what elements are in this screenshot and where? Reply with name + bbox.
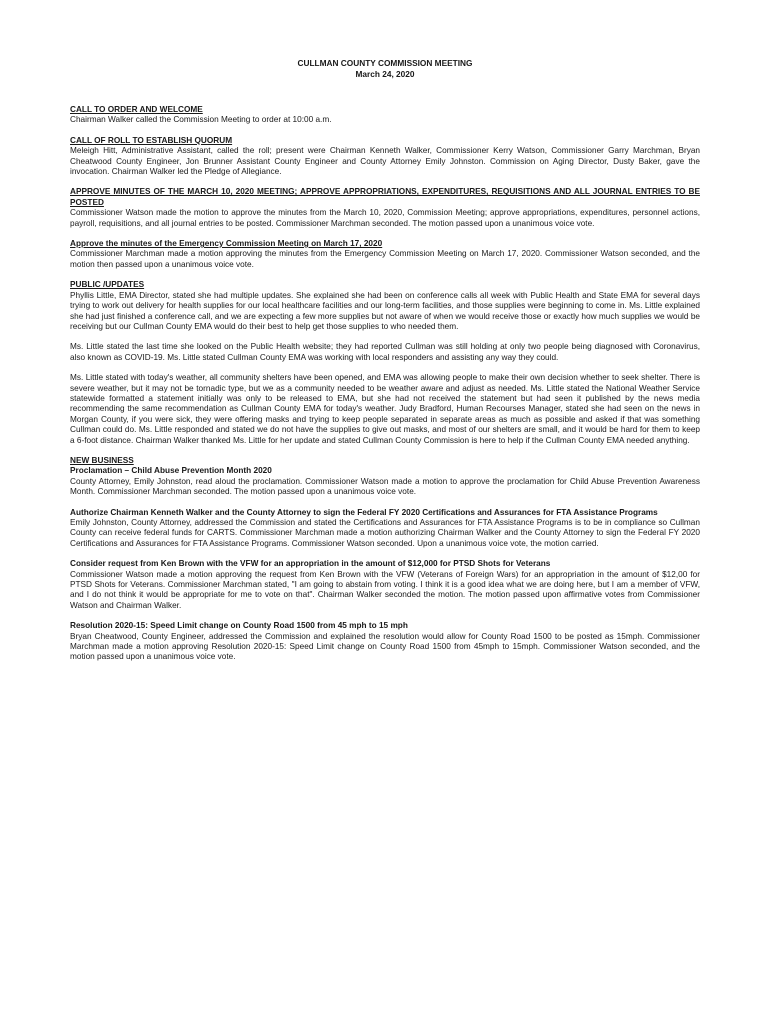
agenda-item-text: Emily Johnston, County Attorney, addressed the Commission and stated the Certifications and Assurances for FTA Assistance Programs is to be in compliance so Cullman County can receive federal funds for CARTS. Commissioner Marchman made a motion authorizing Chairman Walker and the County Attorney to sign the Federal FY 2020 Certifications and Assurances for FTA Assistance Programs. Commissioner Watson seconded. Upon a unanimous voice vote, the motion carried. (70, 518, 700, 548)
section-heading: CALL OF ROLL TO ESTABLISH QUORUM (70, 135, 233, 145)
agenda-item-text: County Attorney, Emily Johnston, read aloud the proclamation. Commissioner Watson made a motion to approve the proclamation for Child Abuse Prevention Awareness Month. Commissioner Marchman seconded. The motion passed upon a unanimous voice vote. (70, 476, 700, 497)
section-roll-call (70, 136, 700, 178)
document-title: CULLMAN COUNTY COMMISSION MEETING (297, 58, 473, 68)
section-call-to-order (70, 105, 700, 126)
section-heading: APPROVE MINUTES OF THE MARCH 10, 2020 MEETING; APPROVE APPROPRIATIONS, EXPENDITURES, REQUISITIONS AND ALL JOURNAL ENTRIES TO BE POSTED (70, 187, 700, 207)
section-approve-minutes (70, 187, 700, 229)
section-heading: PUBLIC /UPDATES (70, 280, 145, 290)
section-new-business (70, 456, 700, 663)
section-text: Meleigh Hitt, Administrative Assistant, called the roll; present were Chairman Kenneth Walker, Commissioner Kerry Watson, Commissioner Garry Marchman, Bryan Cheatwood County Engineer, Jon Brunner Assistant County Engineer and County Attorney Emily Johnston. Commission on Aging Director, Dusty Baker, gave the invocation. Chairman Walker led the Pledge of Allegiance. (70, 146, 700, 177)
agenda-item-text: Commissioner Watson made a motion approving the request from Ken Brown with the VFW (Veterans of Foreign Wars) for an appropriation in the amount of $12,00 for PTSD Shots for Veterans. Commissioner Marchman stated, "I am going to abstain from voting. I think it is a good idea what we are doing here, but I am a member of VFW, and I do not think it would be appropriate for me to vote on that". Chairman Walker seconded the motion. The motion passed upon affirmative votes from Commissioner Watson and Chairman Walker. (70, 569, 700, 610)
section-heading: CALL TO ORDER AND WELCOME (70, 105, 203, 114)
agenda-item-fta (70, 508, 700, 550)
paragraph: Ms. Little stated with today's weather, all community shelters have been opened, and EMA was allowing people to make their own decision whether to seek shelter. There is severe weather, but it may not be tornadic type, but we as a community needed to be weather aware and adjust as needed. Ms. Little stated the National Weather Service statewide formatted a statement initially was only to be released to EMA, but she had not received the statement but had seen it published by the news media recommending the same recommendation as Cullman County EMA for today's weather. Judy Bradford, Human Recourses Manager, stated she had seen on the news in Morgan County, if you were sick, they were offering masks and trying to keep people separated in separate areas as much as possible and asked if that was something Cullman could do. Ms. Little responded and stated we do not have the supplies to give out masks, and most of our shelters are small, and it would be hard for them to keep a 6-foot distance. Chairman Walker thanked Ms. Little for her update and stated Cullman County Commission is here to help if the Cullman County EMA needed anything. (70, 373, 700, 445)
section-heading: NEW BUSINESS (70, 455, 134, 465)
document-date: March 24, 2020 (355, 68, 415, 79)
agenda-item-title: Consider request from Ken Brown with the VFW for an appropriation in the amount of $12,000 for PTSD Shots for Veterans (70, 559, 551, 569)
section-emergency-minutes (70, 239, 700, 270)
section-text: Chairman Walker called the Commission Meeting to order at 10:00 a.m. (70, 115, 332, 125)
agenda-item-resolution (70, 621, 700, 663)
paragraph: Ms. Little stated the last time she looked on the Public Health website; they had reported Cullman was still holding at only two people being diagnosed with Coronavirus, also known as COVID-19. Ms. Little stated Cullman County EMA was working with local responders and assisting any way they could. (70, 342, 700, 362)
section-text: Commissioner Watson made the motion to approve the minutes from the March 10, 2020, Commission Meeting; approve appropriations, expenditures, personnel actions, payroll, requisitions, and all journal entries to be posted. Commissioner Marchman seconded. The motion passed upon a unanimous voice vote. (70, 208, 700, 228)
agenda-item-title: Resolution 2020-15: Speed Limit change on County Road 1500 from 45 mph to 15 mph (70, 621, 408, 631)
agenda-item-title: Authorize Chairman Kenneth Walker and the County Attorney to sign the Federal FY 2020 Certifications and Assurances for FTA Assistance Programs (70, 507, 658, 517)
section-text: Commissioner Marchman made a motion approving the minutes from the Emergency Commission Meeting on March 17, 2020. Commissioner Watson seconded, and the motion then passed upon a unanimous voice vote. (70, 249, 700, 269)
section-heading: Approve the minutes of the Emergency Commission Meeting on March 17, 2020 (70, 239, 383, 249)
document-page (70, 58, 700, 673)
agenda-item-vfw (70, 559, 700, 611)
agenda-item-text: Bryan Cheatwood, County Engineer, addressed the Commission and explained the resolution would allow for County Road 1500 to be posted as 15mph. Commissioner Marchman made a motion approving Resolution 2020-15: Speed Limit change on County Road 1500 from 45mph to 15mph. Commissioner Watson seconded, and the motion passed upon a unanimous voice vote. (70, 631, 700, 662)
section-public-updates (70, 280, 700, 446)
document-header (70, 58, 700, 79)
paragraph: Phyllis Little, EMA Director, stated she had multiple updates. She explained she had been on conference calls all week with Public Health and State EMA for several days trying to work out delivery for health supplies for our local healthcare facilities and our long-term facilities, and those supplies were beginning to come in. Ms. Little explained she had just finished a conference call, and we are expecting a few more supplies but not aware of when we would receive those or exactly how much supplies we would be receiving but our Cullman County EMA would do their best to help get those supplies to who needed them. (70, 290, 700, 331)
agenda-item-title: Proclamation – Child Abuse Prevention Month 2020 (70, 466, 272, 476)
agenda-item-proclamation (70, 466, 700, 497)
